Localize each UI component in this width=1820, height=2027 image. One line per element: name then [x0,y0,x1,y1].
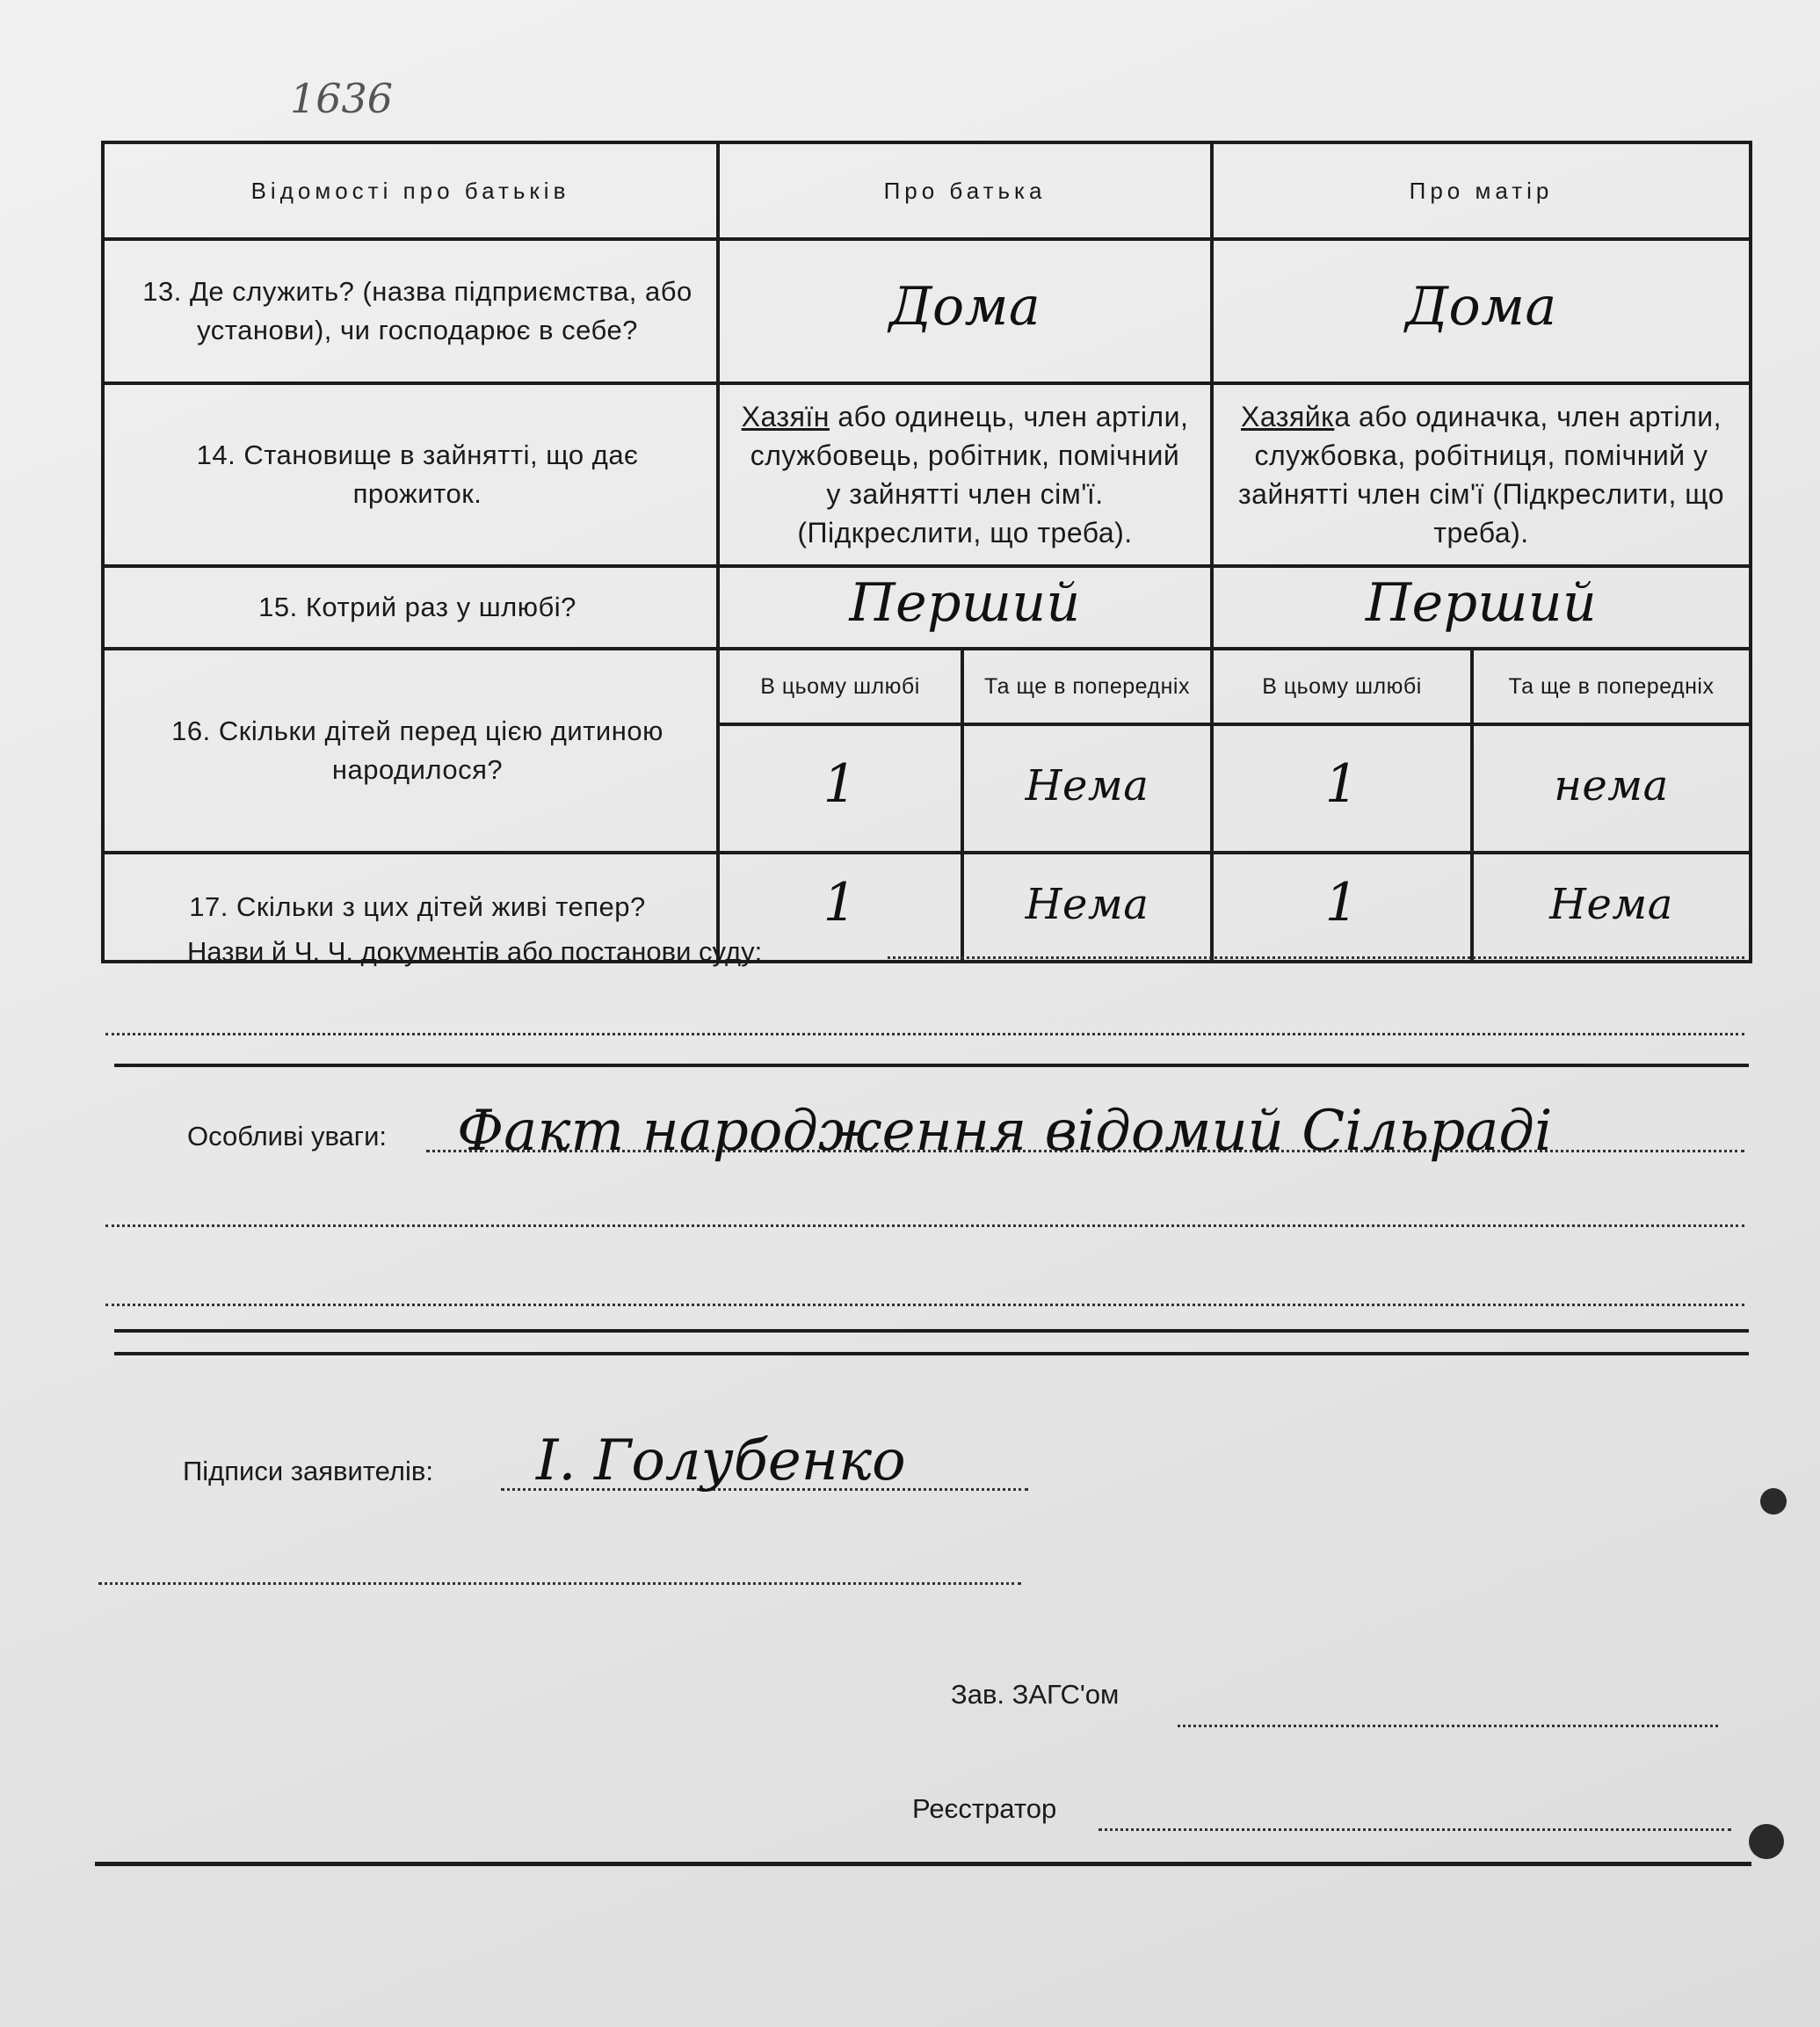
subheader-mother-this: В цьому шлюбі [1212,649,1472,724]
answer-17-mother-prev-text: Нема [1549,880,1673,929]
question-13: 13. Де служить? (назва підприємства, або установи), чи господарює в себе? [103,239,718,383]
answer-13-mother [1212,239,1751,383]
section-rule-2 [114,1329,1749,1333]
documents-label: Назви й Ч. Ч. документів або постанови суду: [187,936,763,967]
options-14-mother [1212,383,1751,566]
answer-17-mother-this [1212,853,1472,962]
options-father-rest: або одинець, член артіли, службовець, робітник, помічний у зайнятті член сім'ї. (Підкреслити, що треба). [750,401,1189,549]
signatures-dotted-line-2 [98,1582,1021,1585]
answer-17-mother-this-text: 1 [1324,872,1360,934]
answer-17-father-this-text: 1 [823,872,858,934]
registrar-label: Реєстратор [912,1793,1057,1824]
notes-value: Факт народження відомий Сільраді [457,1099,1553,1164]
question-16: 16. Скільки дітей перед цією дитиною народилося? [103,649,718,853]
answer-16-mother-prev-text: нема [1554,761,1669,810]
answer-17-father-prev-text: Нема [1025,880,1149,929]
answer-16-mother-this [1212,724,1472,853]
answer-15-father [718,566,1212,649]
answer-15-father-text: Перший [849,572,1081,634]
header-parents: Відомості про батьків [103,142,718,239]
pencil-archive-number: 1636 [290,75,394,122]
answer-13-father [718,239,1212,383]
answer-16-father-prev-text: Нема [1025,761,1149,810]
answer-17-mother-prev [1472,853,1751,962]
subheader-mother-previous: Та ще в попередніх [1472,649,1751,724]
binding-hole [1760,1488,1787,1515]
answer-16-father-this-text: 1 [823,753,858,815]
documents-dotted-line-2 [105,1033,1744,1035]
subheader-father-this: В цьому шлюбі [718,649,962,724]
options-mother-rest: а або одиначка, член артіли, службовка, робітниця, помічний у зайнятті член сім'ї (Підкреслити, що треба). [1237,401,1724,549]
notes-dotted-line-3 [105,1304,1744,1306]
table-row-15 [103,566,1751,649]
selected-option-mother: Хазяйк [1240,401,1335,432]
question-14: 14. Становище в зайнятті, що дає прожиток. [103,383,718,566]
registrar-signature-line [1099,1828,1731,1831]
binding-hole-2 [1749,1824,1784,1859]
signatures-label: Підписи заявителів: [183,1456,433,1486]
table-row-14 [103,383,1751,566]
answer-16-mother-this-text: 1 [1324,753,1360,815]
table-subheader-row [103,649,1751,724]
bottom-rule [95,1862,1751,1866]
answer-16-mother-prev [1472,724,1751,853]
table-header-row [103,142,1751,239]
answer-16-father-prev [962,724,1212,853]
question-17: 17. Скільки з цих дітей живі тепер? [103,853,718,962]
subheader-father-previous: Та ще в попередніх [962,649,1212,724]
zags-label: Зав. ЗАГС'ом [951,1679,1120,1710]
notes-label: Особливі уваги: [187,1121,388,1152]
selected-option-father: Хазяїн [741,401,830,432]
answer-17-father-prev [962,853,1212,962]
question-15: 15. Котрий раз у шлюбі? [103,566,718,649]
parents-info-table [101,141,1752,963]
answer-16-father-this [718,724,962,853]
table-row-13 [103,239,1751,383]
header-mother: Про матір [1212,142,1751,239]
section-rule-1 [114,1064,1749,1067]
zags-signature-line [1178,1725,1718,1727]
answer-13-mother-text: Дома [1405,276,1557,338]
notes-dotted-line-2 [105,1224,1744,1227]
documents-dotted-line [888,956,1744,959]
signatures-value: І. Голубенко [536,1428,906,1493]
answer-15-mother [1212,566,1751,649]
section-rule-3 [114,1352,1749,1355]
answer-15-mother-text: Перший [1365,572,1598,634]
answer-13-father-text: Дома [888,276,1041,338]
header-father: Про батька [718,142,1212,239]
options-14-father [718,383,1212,566]
